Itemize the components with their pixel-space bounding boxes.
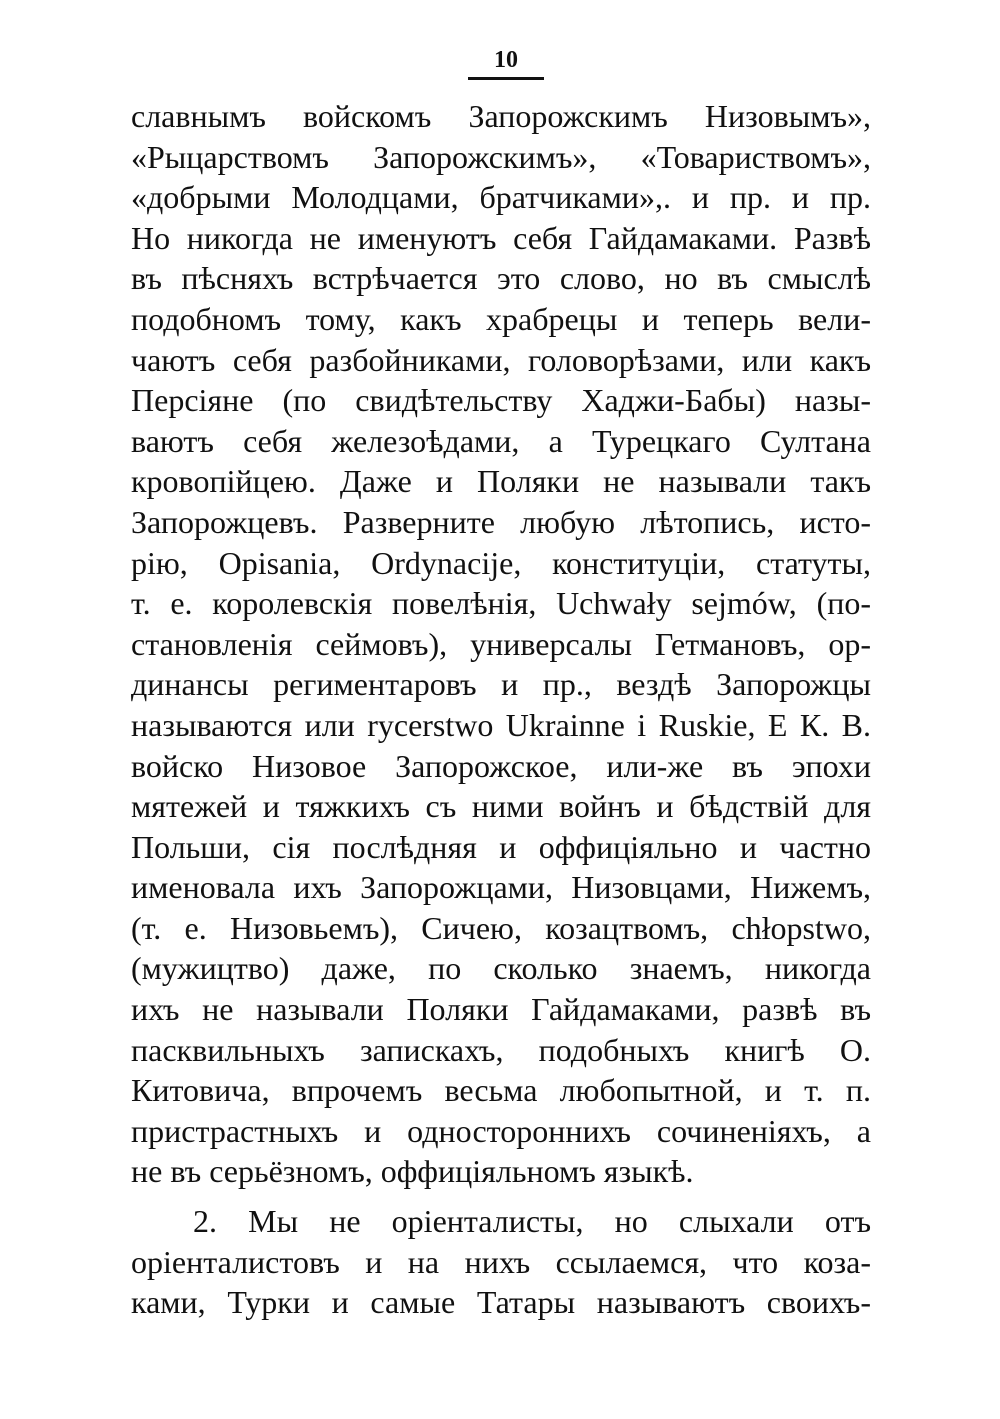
text-line: именовала ихъ Запорожцами, Низовцами, Нижемъ, [131, 869, 871, 906]
text-line: Польши, сія послѣдняя и оффиціяльно и частно [131, 828, 871, 865]
text-line: Запорожцевъ. Разверните любую лѣтопись, исто- [131, 503, 871, 540]
text-line: «добрыми Молодцами, братчиками»,. и пр. и пр. [131, 179, 871, 216]
text-line: подобномъ тому, какъ храбрецы и теперь вели- [131, 300, 871, 337]
text-line: не въ серьёзномъ, оффиціяльномъ языкѣ. [131, 1153, 694, 1190]
paragraph-gap [131, 1192, 871, 1201]
text-line: рію, Opisania, Ordynacije, конституціи, статуты, [131, 544, 871, 581]
text-line: Персіяне (по свидѣтельству Хаджи-Бабы) назы- [131, 382, 871, 419]
text-line: войско Низовое Запорожское, или-же въ эпохи [131, 747, 871, 784]
text-line: чаютъ себя разбойниками, головорѣзами, или какъ [131, 341, 871, 378]
text-line: ваютъ себя железоѣдами, а Турецкаго Султана [131, 422, 871, 459]
page-number-rule [468, 77, 544, 80]
paragraph-1 [131, 96, 871, 1192]
page-number: 10 [494, 47, 518, 73]
text-line: ками, Турки и самые Татары называютъ своихъ- [131, 1284, 871, 1321]
text-line: мятежей и тяжкихъ съ ними войнъ и бѣдствій для [131, 788, 871, 825]
text-line: Но никогда не именуютъ себя Гайдамаками. Развѣ [131, 219, 871, 256]
text-line: 2. Мы не оріенталисты, но слыхали отъ [193, 1203, 871, 1240]
text-line: динансы региментаровъ и пр., вездѣ Запорожцы [131, 666, 871, 703]
text-line: т. е. королевскія повелѣнія, Uchwały sejmów, (по- [131, 585, 871, 622]
text-line: въ пѣсняхъ встрѣчается это слово, но въ смыслѣ [131, 260, 871, 297]
text-line: «Рыцарствомъ Запорожскимъ», «Товариствомъ», [131, 138, 871, 175]
body-text [131, 96, 871, 1323]
text-line: (т. е. Низовьемъ), Сичею, козацтвомъ, chłopstwo, [131, 909, 871, 946]
text-line: славнымъ войскомъ Запорожскимъ Низовымъ», [131, 98, 871, 134]
text-line: оріенталистовъ и на нихъ ссылаемся, что коза- [131, 1243, 871, 1280]
text-line: пасквильныхъ запискахъ, подобныхъ книгѣ О. [131, 1031, 871, 1068]
paragraph-2 [131, 1201, 871, 1323]
text-line: становленія сеймовъ), универсалы Гетмановъ, ор- [131, 625, 871, 662]
text-line: кровопійцею. Даже и Поляки не называли такъ [131, 463, 871, 500]
text-line: пристрастныхъ и одностороннихъ сочиненіяхъ, а [131, 1112, 871, 1149]
text-line: ихъ не называли Поляки Гайдамаками, развѣ въ [131, 991, 871, 1028]
text-line: (мужицтво) даже, по сколько знаемъ, никогда [131, 950, 871, 987]
text-line: называются или rycerstwo Ukrainne i Ruskie, Е К. В. [131, 706, 871, 743]
text-line: Китовича, впрочемъ весьма любопытной, и т. п. [131, 1072, 871, 1109]
